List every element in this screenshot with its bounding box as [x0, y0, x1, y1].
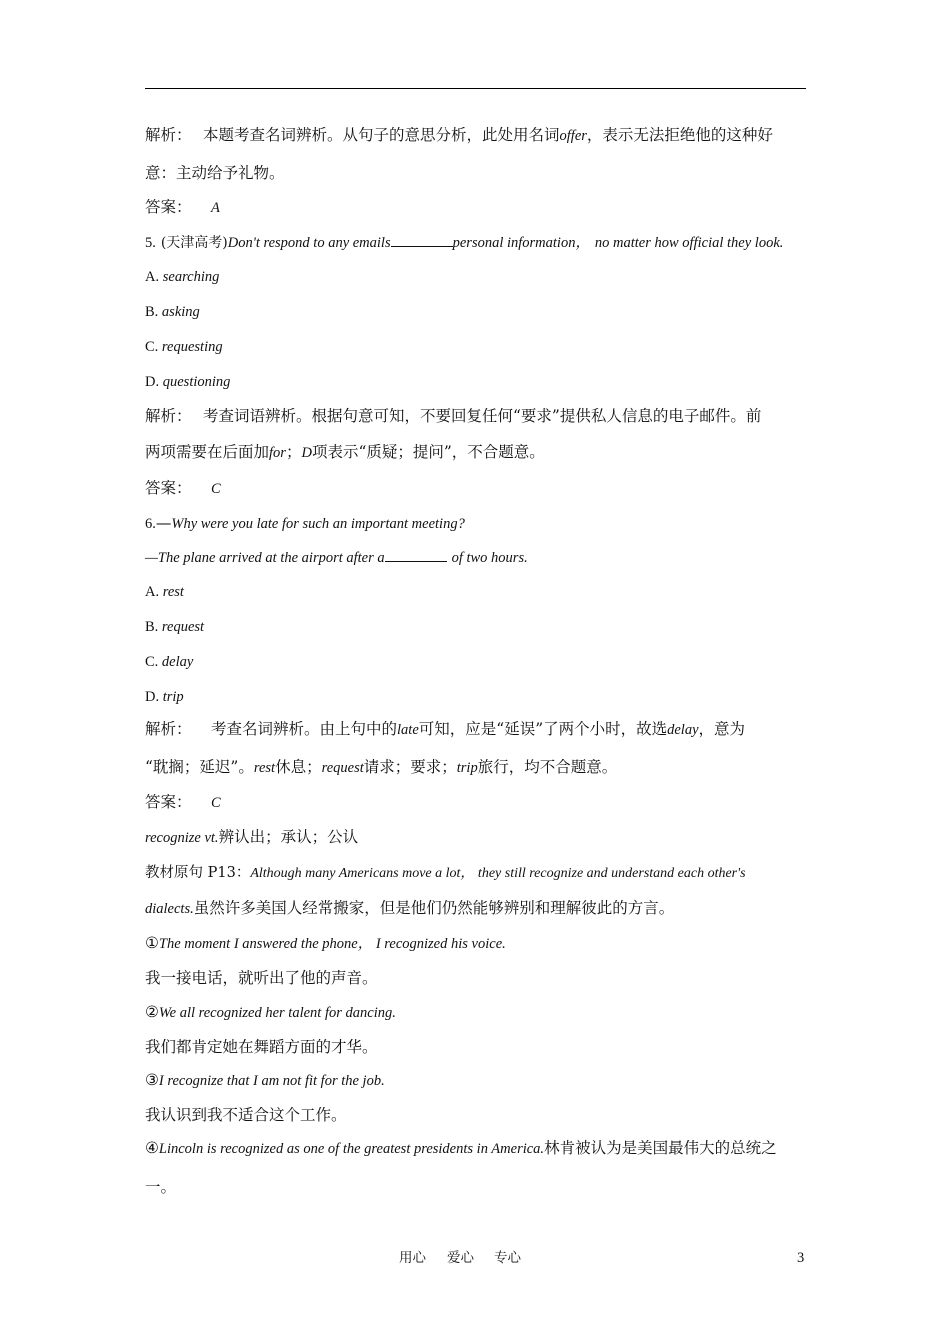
q6-option-a: A. rest	[145, 584, 184, 600]
footer-item: 爱心	[447, 1250, 474, 1266]
q5-stem: 5. (天津高考)Don't respond to any emails personal information， no matter how official they look.	[145, 231, 810, 254]
example-1-en: ①The moment I answered the phone， I recognized his voice.	[145, 934, 506, 952]
q4-analysis-line-2: 意：主动给予礼物。	[145, 164, 285, 182]
example-3-zh: 我认识到我不适合这个工作。	[145, 1106, 347, 1124]
q5-option-a: A. searching	[145, 269, 220, 285]
q6-option-c: C. delay	[145, 654, 194, 670]
q6-answer: 答案： C	[145, 793, 221, 811]
q6-analysis-line-1: 解析： 考查名词辨析。由上句中的late可知，应是“延误”了两个小时，故选delay，意为	[145, 720, 746, 738]
example-2-en: ②We all recognized her talent for dancing.	[145, 1003, 396, 1021]
example-2-zh: 我们都肯定她在舞蹈方面的才华。	[145, 1038, 378, 1056]
vocab-source-line-1: 教材原句 P13：Although many Americans move a lot， they still recognize and understand each other's	[145, 865, 746, 881]
q5-analysis-line-1: 解析： 考查词语辨析。根据句意可知，不要回复任何“要求”提供私人信息的电子邮件。前	[145, 407, 762, 425]
q5-answer: 答案： C	[145, 479, 221, 497]
q5-option-c: C. requesting	[145, 339, 223, 355]
example-4-line-2: 一。	[145, 1178, 177, 1196]
page-number: 3	[797, 1250, 805, 1266]
vocab-source-line-2: dialects.虽然许多美国人经常搬家，但是他们仍然能够辨别和理解彼此的方言。	[145, 899, 675, 917]
answer-blank	[385, 547, 447, 562]
vocab-headword: recognize vt.辨认出；承认；公认	[145, 828, 359, 846]
example-4-line-1: ④Lincoln is recognized as one of the greatest presidents in America.林肯被认为是美国最伟大的总统之	[145, 1139, 777, 1157]
footer-item: 用心	[399, 1250, 426, 1266]
answer-blank	[391, 232, 453, 247]
q6-stem-2: —The plane arrived at the airport after a of two hours.	[145, 546, 810, 569]
q5-option-b: B. asking	[145, 304, 200, 320]
q6-option-d: D. trip	[145, 689, 184, 705]
q5-analysis-line-2: 两项需要在后面加for；D项表示“质疑；提问”，不合题意。	[145, 443, 545, 461]
q6-stem-1: 6.—Why were you late for such an important meeting?	[145, 514, 465, 532]
q5-option-d: D. questioning	[145, 374, 231, 390]
q4-answer: 答案： A	[145, 198, 220, 216]
q6-option-b: B. request	[145, 619, 205, 635]
example-3-en: ③I recognize that I am not fit for the job.	[145, 1071, 385, 1089]
header-rule	[145, 88, 806, 89]
q6-analysis-line-2: “耽搁；延迟”。rest休息；request请求；要求；trip旅行，均不合题意。	[145, 758, 618, 776]
footer-item: 专心	[494, 1250, 521, 1266]
example-1-zh: 我一接电话，就听出了他的声音。	[145, 969, 378, 987]
q4-analysis-line-1: 解析： 本题考查名词辨析。从句子的意思分析，此处用名词offer，表示无法拒绝他的这种好	[145, 126, 773, 144]
